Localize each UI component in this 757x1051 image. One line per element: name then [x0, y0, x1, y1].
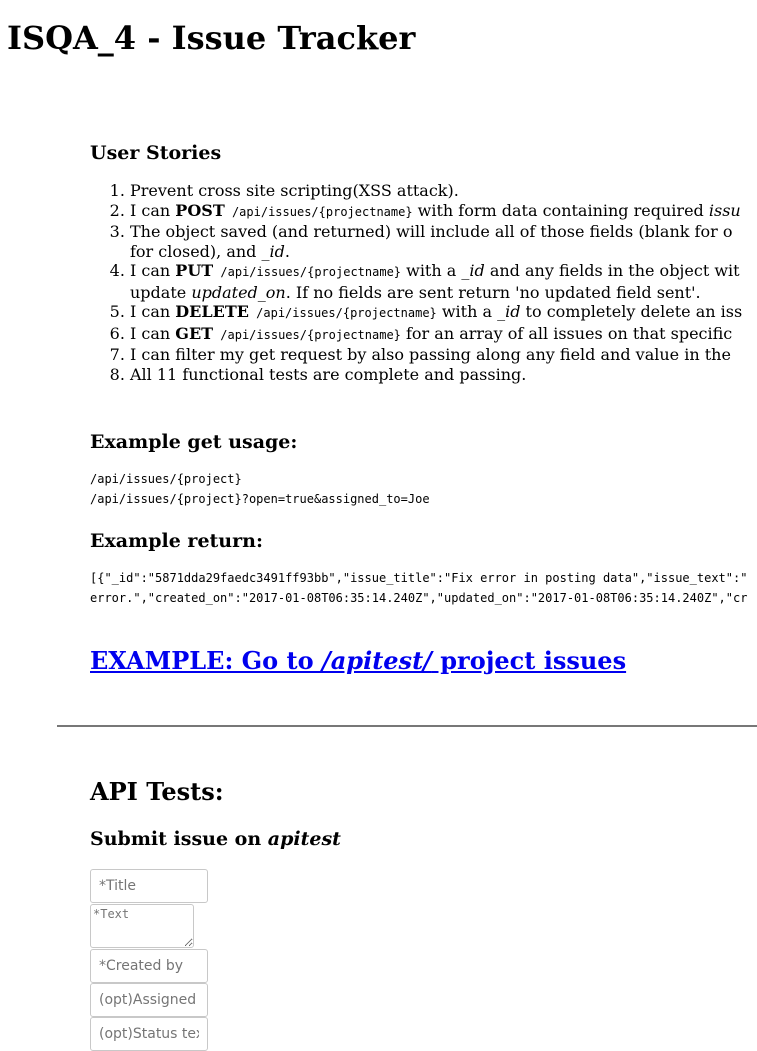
story-text: I can filter my get request by also passing along any field and value in the	[130, 345, 731, 364]
page-title: ISQA_4 - Issue Tracker	[7, 19, 416, 57]
story-emphasis: _id	[461, 261, 485, 280]
story-text: All 11 functional tests are complete and passing.	[130, 364, 527, 384]
story-text: I can	[130, 323, 176, 343]
story-text: . If no fields are sent return 'no updated field sent'.	[285, 282, 701, 302]
story-text: with a	[401, 261, 462, 280]
story-text: with a	[436, 302, 498, 321]
story-text: I can	[130, 200, 176, 220]
story-text: with form data containing required	[412, 200, 709, 220]
link-text: project issues	[431, 646, 627, 675]
story-emphasis: _id	[497, 302, 521, 321]
story-text: I can	[130, 302, 176, 321]
user-stories-section	[90, 140, 743, 384]
story-text: and any fields in the object wit	[484, 261, 740, 280]
example-get-section	[90, 429, 726, 509]
story-endpoint: /api/issues/{projectname}	[213, 327, 401, 342]
story-method: DELETE	[175, 302, 249, 321]
example-return-heading: Example return:	[90, 530, 263, 552]
story-item	[130, 365, 726, 385]
user-stories-heading: User Stories	[90, 142, 222, 164]
example-return-section	[90, 528, 748, 608]
assigned-to-input[interactable]	[90, 983, 208, 1017]
example-project-issues-link[interactable]	[90, 644, 626, 678]
story-method: GET	[175, 323, 214, 343]
story-text: I can	[130, 261, 176, 280]
story-endpoint: /api/issues/{projectname}	[213, 265, 402, 279]
issue-text-textarea[interactable]	[90, 904, 194, 948]
story-text: to completely delete an iss	[520, 302, 743, 321]
submit-issue-heading	[90, 826, 341, 852]
story-item	[130, 200, 741, 223]
story-endpoint: /api/issues/{projectname}	[248, 306, 437, 320]
story-text: for closed), and	[130, 241, 262, 261]
story-item	[130, 302, 743, 324]
story-method: PUT	[175, 261, 214, 280]
example-get-line: /api/issues/{project}	[90, 472, 242, 486]
story-emphasis: updated_on	[191, 282, 286, 302]
link-text: EXAMPLE: Go to	[90, 646, 322, 675]
story-text: update	[130, 282, 192, 302]
api-tests-heading: API Tests:	[90, 777, 224, 806]
example-get-heading: Example get usage:	[90, 431, 298, 453]
issue-title-input[interactable]	[90, 869, 208, 903]
story-item	[130, 181, 726, 201]
heading-emphasis: apitest	[267, 828, 341, 850]
story-text: for an array of all issues on that specific	[400, 323, 733, 343]
story-endpoint: /api/issues/{projectname}	[224, 204, 413, 219]
story-text: .	[284, 241, 290, 261]
story-text: Prevent cross site scripting(XSS attack).	[130, 181, 459, 200]
story-item	[130, 323, 733, 346]
example-return-line: [{"_id":"5871dda29faedc3491ff93bb","issue_title":"Fix error in posting data","issue_text":"	[90, 571, 748, 585]
story-text: The object saved (and returned) will include all of those fields (blank for o	[130, 222, 733, 241]
user-stories-list	[90, 181, 743, 384]
created-by-input[interactable]	[90, 949, 208, 983]
story-item	[130, 345, 731, 365]
status-text-input[interactable]	[90, 1017, 208, 1051]
story-item	[130, 222, 733, 261]
story-item	[130, 261, 740, 302]
example-get-line: /api/issues/{project}?open=true&assigned_to=Joe	[90, 491, 430, 506]
story-emphasis: issu	[708, 200, 741, 220]
link-emphasis: /apitest/	[321, 646, 432, 675]
section-divider	[57, 725, 757, 727]
story-emphasis: _id	[261, 241, 285, 261]
example-return-line: error.","created_on":"2017-01-08T06:35:14.240Z","updated_on":"2017-01-08T06:35:14.240Z","cr	[90, 590, 748, 605]
story-method: POST	[175, 200, 225, 220]
heading-text: Submit issue on	[90, 828, 268, 850]
